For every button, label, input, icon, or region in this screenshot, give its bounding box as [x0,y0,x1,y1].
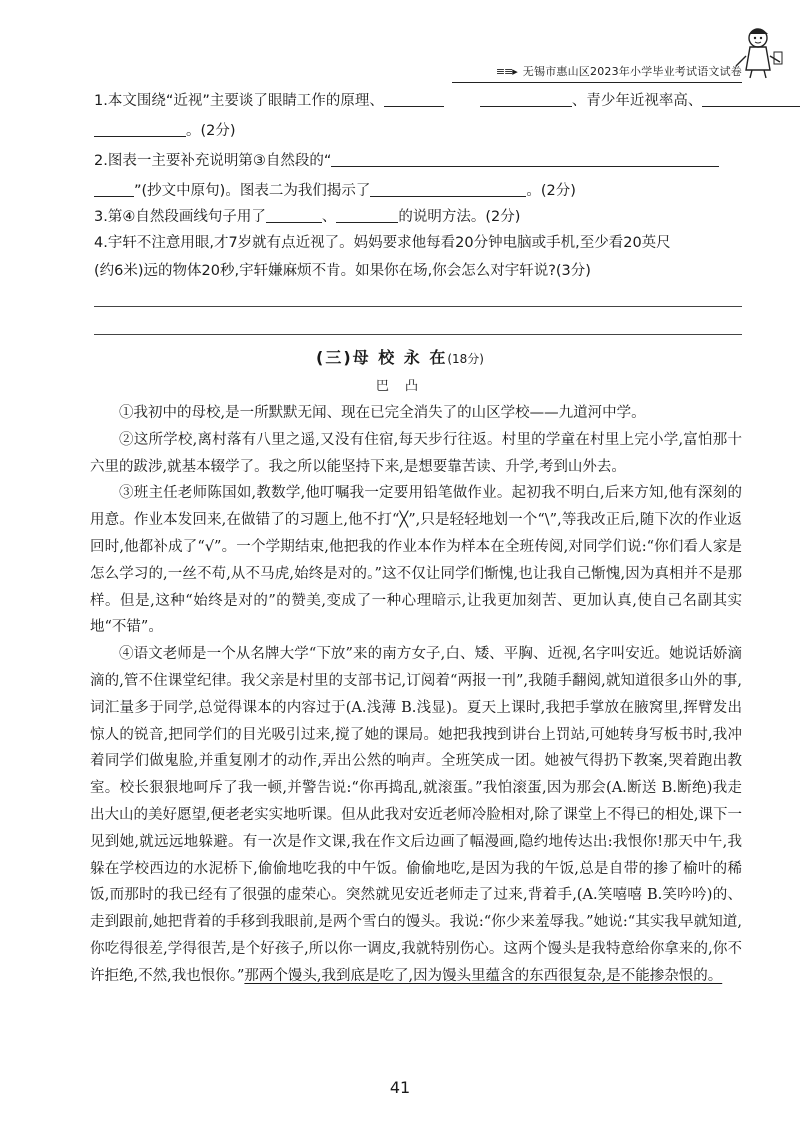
question-4-line-1: 4.宇轩不注意用眼,才7岁就有点近视了。妈妈要求他每看20分钟电脑或手机,至少看20英尺 [94,235,671,251]
page-header [452,62,742,80]
answer-blank[interactable] [94,180,134,197]
answer-blank[interactable] [384,90,444,107]
paragraph-3: ③班主任老师陈国如,教数学,他叮嘱我一定要用铅笔做作业。起初我不明白,后来方知,他有深刻的用意。作业本发回来,在做错了的习题上,他不打“╳”,只是轻轻地划一个“\”,等我改正后,随下次的作业返回时,他都补成了“√”。一个学期结束,他把我的作业本作为样本在全班传阅,对同学们说:“你们看人家是怎么学习的,一丝不苟,从不马虎,始终是对的。”这不仅让同学们惭愧,也让我自己惭愧,因为真相并不是那样。但是,这种“始终是对的”的赞美,变成了一种心理暗示,让我更加刻苦、更加认真,使自己名副其实地“不错”。 [90,485,742,636]
header-decoration-icon: ≡≡▸ [495,64,517,78]
section-score: (18分) [447,352,484,366]
paragraph-4 [90,641,742,989]
page-number: 41 [389,1078,411,1097]
paragraph-4-text: ④语文老师是一个从名牌大学“下放”来的南方女子,白、矮、平胸、近视,名字叫安近。她说话娇滴滴的,管不住课堂纪律。我父亲是村里的支部书记,订阅着“两报一刊”,我随手翻阅,就知道很多山外的事,词汇量多于同学,总觉得课本的内容过于(A.浅薄 B.浅显)。夏天上课时,我把手掌放在腋窝里,挥臂发出惊人的锐音,把同学们的目光吸引过来,搅了她的课局。她把我拽到讲台上罚站,可她转身写板书时,我冲着同学们做鬼脸,并重复刚才的动作,弄出公然的响声。全班笑成一团。她被气得扔下教案,哭着跑出教室。校长狠狠地呵斥了我一顿,并警告说:“你再捣乱,就滚蛋。”我怕滚蛋,因为那会(A.断送 B.断绝)我走出大山的美好愿望,便老老实实地听课。但从此我对安近老师冷脸相对,除了课堂上不得已的相处,课下一见到她,就远远地躲避。有一次是作文课,我在作文后边画了幅漫画,隐约地传达出:我恨你!那天中午,我躲在学校西边的水泥桥下,偷偷地吃我的中午饭。偷偷地吃,是因为我的午饭,总是自带的掺了榆叶的稀饭,而那时的我已经有了很强的虚荣心。突然就见安近老师走了过来,背着手,(A.笑嘻嘻 B.笑吟吟)的、走到跟前,她把背着的手移到我眼前,是两个雪白的馒头。我说:“你少来羞辱我。”她说:“其实我早就知道,你吃得很差,学得很苦,是个好孩子,所以你一调皮,我就特别伤心。这两个馒头是我特意给你拿来的,你不许拒绝,不然,我也恨你。” [90,646,742,984]
question-1-line-1: 1.本文围绕“近视”主要谈了眼睛工作的原理、 、青少年近视率高、 [94,90,800,112]
paragraph-2: ②这所学校,离村落有八里之遥,又没有住宿,每天步行往返。村里的学童在村里上完小学,富怕那十六里的跋涉,就基本辍学了。我之所以能坚持下来,是想要靠苦读、升学,考到山外去。 [90,431,742,475]
section-title: (三)母 校 永 在(18分) [316,348,484,367]
question-2-line-2: ”(抄文中原句)。图表二为我们揭示了 。(2分) [94,180,576,202]
answer-blank[interactable] [266,206,322,223]
answer-blank[interactable] [702,90,800,107]
paragraph-1: ①我初中的母校,是一所默默无闻、现在已完全消失了的山区学校——九道河中学。 [119,405,646,421]
answer-blank[interactable] [94,120,186,137]
answer-blank[interactable] [336,206,398,223]
answer-line[interactable] [94,306,742,307]
underlined-sentence: 那两个馒头,我到底是吃了,因为馒头里蕴含的东西很复杂,是不能掺杂恨的。 [244,967,723,984]
answer-blank[interactable] [480,90,572,107]
header-divider [452,82,742,83]
author-name: 巴 凸 [375,379,425,394]
answer-line[interactable] [94,334,742,335]
exam-title: 无锡市惠山区2023年小学毕业考试语文试卷 [522,65,742,78]
question-2-line-1: 2.图表一主要补充说明第③自然段的“ [94,150,719,172]
question-1-line-2: 。(2分) [94,120,236,142]
question-4-line-2: (约6米)远的物体20秒,宇轩嫌麻烦不肯。如果你在场,你会怎么对宇轩说?(3分) [94,263,591,279]
answer-blank[interactable] [370,180,526,197]
reading-passage [90,400,742,990]
question-3: 3.第④自然段画线句子用了 、 的说明方法。(2分) [94,206,520,228]
answer-blank[interactable] [331,150,719,167]
